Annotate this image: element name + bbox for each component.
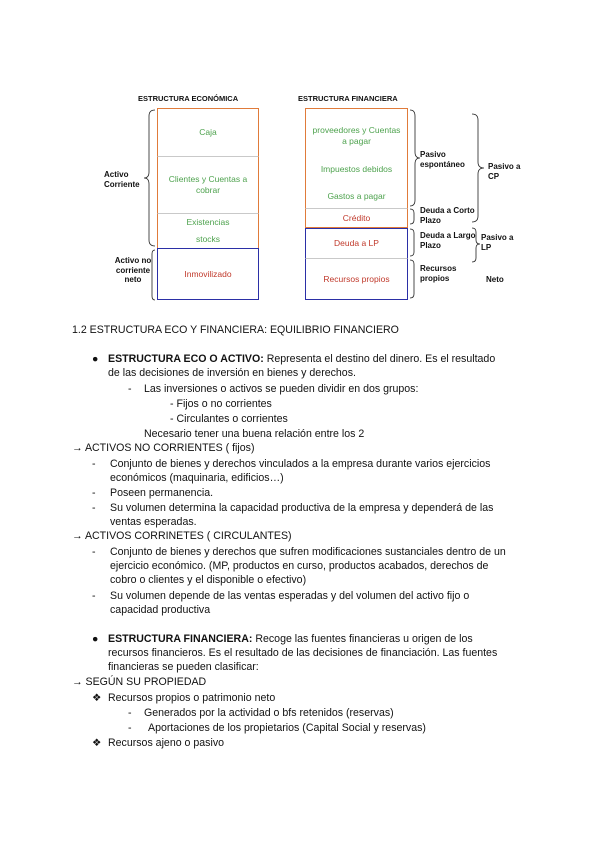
fijos-line: - Fijos o no corrientes [170, 398, 272, 410]
fin-line-2: recursos financieros. Es el resultado de las decisiones de financiación. Las fuentes [108, 647, 498, 659]
inversiones-line: Las inversiones o activos se pueden dividir en dos grupos: [144, 383, 419, 395]
eco-line1-text: Representa el destino del dinero. Es el resultado [263, 353, 496, 365]
inversiones-dash: - [128, 383, 132, 395]
ra-bullet-icon: ❖ [92, 737, 102, 749]
figure-braces [100, 88, 530, 313]
inmovilizado-label: Inmovilizado [184, 268, 232, 279]
ac1-line-3: cobro o clientes y el disponible o efectivo) [110, 574, 307, 586]
balance-figure [100, 88, 530, 313]
anc3-line-2: ventas esperadas. [110, 516, 197, 528]
deuda-lp-label: Deuda a LP [334, 238, 379, 249]
fin-line1-text: Recoge las fuentes financieras u origen de los [252, 633, 473, 645]
anc1-line-1: Conjunto de bienes y derechos vinculados a la empresa durante varios ejercicios [110, 458, 491, 470]
credito-label: Crédito [342, 212, 371, 223]
fin-line-1 [108, 632, 473, 646]
rp1-line: Generados por la actividad o bfs retenidos (reservas) [144, 707, 394, 719]
deuda-cp-label: Deuda a Corto Plazo [420, 206, 475, 225]
anc3-line-1: Su volumen determina la capacidad productiva de la empresa y dependerá de las [110, 502, 494, 514]
relacion-line: Necesario tener una buena relación entre los 2 [144, 428, 365, 440]
ra-bullet: Recursos ajeno o pasivo [108, 737, 225, 749]
rp2-dash: - [128, 722, 132, 734]
anc-title: → ACTIVOS NO CORRIENTES ( fijos) [72, 442, 255, 454]
clientes-label: Clientes y Cuentas a cobrar [168, 174, 248, 195]
anc1-line-2: económicos (maquinaria, edificios…) [110, 472, 284, 484]
rp-bullet: Recursos propios o patrimonio neto [108, 692, 276, 704]
deuda-lp-side-label: Deuda a Largo Plazo [420, 231, 476, 250]
ac2-dash: - [92, 590, 96, 602]
financial-structure-title: ESTRUCTURA FINANCIERA [298, 94, 398, 103]
caja-label: Caja [199, 127, 217, 138]
pasivo-cp-label: Pasivo a CP [488, 162, 521, 181]
existencias-label: Existencias [186, 217, 230, 228]
pasivo-lp-label: Pasivo a LP [481, 233, 514, 252]
fin-bold: ESTRUCTURA FINANCIERA: [108, 633, 253, 645]
activo-corriente-label: Activo Corriente [104, 170, 140, 189]
fin-bullet-dot: ● [92, 633, 99, 645]
economic-structure-title: ESTRUCTURA ECONÓMICA [138, 94, 239, 103]
stocks-label: stocks [195, 234, 221, 245]
eco-bullet-dot: ● [92, 353, 99, 365]
gastos-label: Gastos a pagar [327, 191, 386, 202]
rp1-dash: - [128, 707, 132, 719]
circulantes-line: - Circulantes o corrientes [170, 413, 288, 425]
pasivo-espontaneo-label: Pasivo espontáneo [420, 150, 465, 169]
eco-line-2: de las decisiones de inversión en bienes y derechos. [108, 367, 356, 379]
ac-title: → ACTIVOS CORRINETES ( CIRCULANTES) [72, 530, 292, 542]
neto-label: Neto [486, 275, 504, 284]
ac1-dash: - [92, 546, 96, 558]
impuestos-label: Impuestos debidos [320, 163, 393, 174]
fin-line-3: financieras se pueden clasificar: [108, 661, 259, 673]
activo-no-corriente-label: Activo no corriente neto [114, 256, 152, 285]
eco-line-1 [108, 352, 495, 366]
proveedores-label: proveedores y Cuentas a pagar [312, 125, 401, 146]
propiedad-title: → SEGÚN SU PROPIEDAD [72, 676, 207, 688]
rp-bullet-icon: ❖ [92, 692, 102, 704]
section-heading: 1.2 ESTRUCTURA ECO Y FINANCIERA: EQUILIBRIO FINANCIERO [72, 324, 399, 336]
anc3-dash: - [92, 502, 96, 514]
ac2-line-2: capacidad productiva [110, 604, 211, 616]
anc1-dash: - [92, 458, 96, 470]
ac1-line-1: Conjunto de bienes y derechos que sufren modificaciones sustanciales dentro de un [110, 546, 506, 558]
anc2-dash: - [92, 487, 96, 499]
recursos-propios-side-label: Recursos propios [420, 264, 457, 283]
eco-bold: ESTRUCTURA ECO O ACTIVO: [108, 353, 264, 365]
rp2-line: Aportaciones de los propietarios (Capital Social y reservas) [148, 722, 426, 734]
recursos-propios-label: Recursos propios [323, 273, 390, 284]
ac1-line-2: ejercicio económico. (MP, productos en curso, productos acabados, derechos de [110, 560, 489, 572]
ac2-line-1: Su volumen depende de las ventas esperadas y del volumen del activo fijo o [110, 590, 470, 602]
anc2-line-1: Poseen permanencia. [110, 487, 214, 499]
